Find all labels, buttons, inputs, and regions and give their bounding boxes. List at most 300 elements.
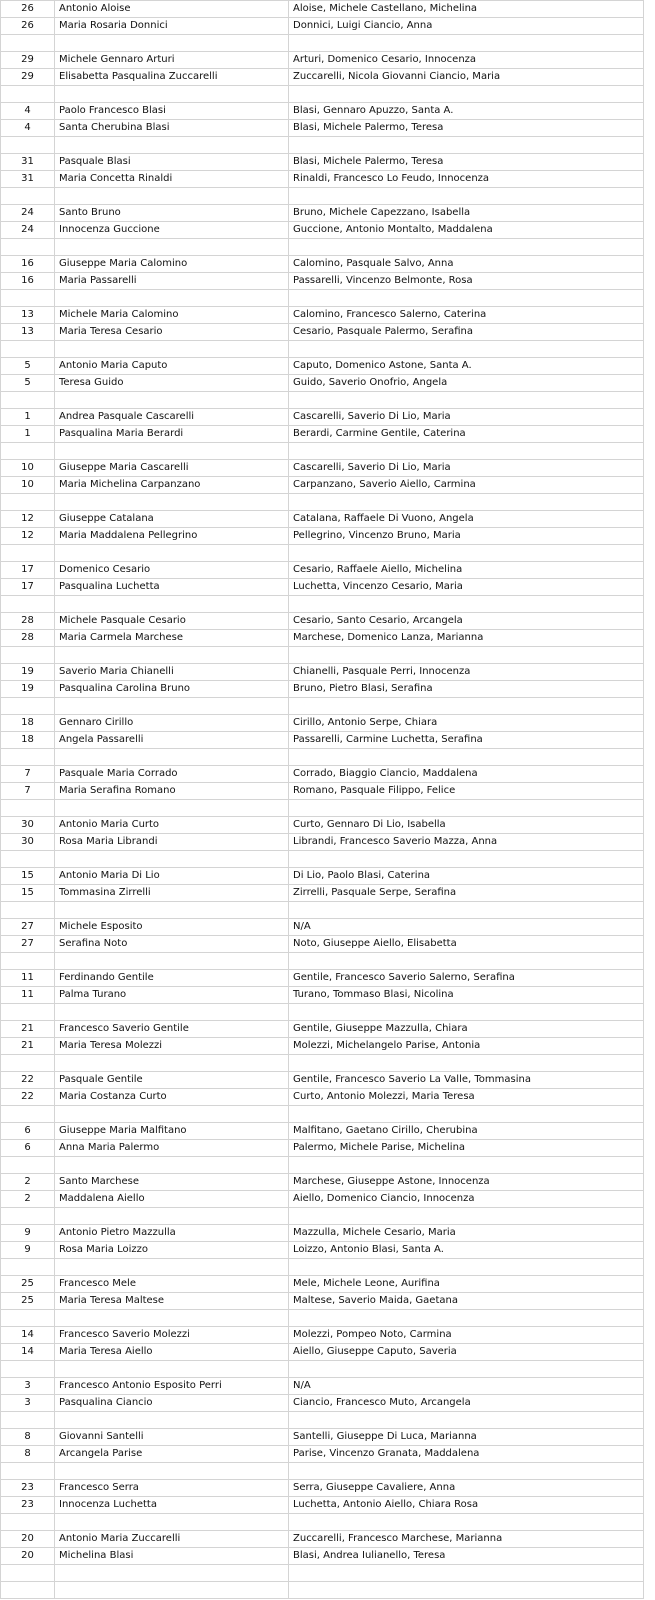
cell-record-number[interactable]: 11 — [1, 970, 55, 987]
cell-record-number[interactable] — [1, 953, 55, 970]
spacer-row[interactable] — [1, 392, 644, 409]
table-row[interactable] — [1, 885, 644, 902]
cell-parents[interactable] — [289, 1004, 644, 1021]
cell-record-number[interactable]: 6 — [1, 1123, 55, 1140]
table-row[interactable] — [1, 409, 644, 426]
cell-record-number[interactable]: 24 — [1, 222, 55, 239]
table-row[interactable] — [1, 103, 644, 120]
table-row[interactable] — [1, 273, 644, 290]
cell-record-number[interactable]: 28 — [1, 630, 55, 647]
cell-record-number[interactable]: 23 — [1, 1480, 55, 1497]
cell-parents[interactable] — [289, 188, 644, 205]
spacer-row[interactable] — [1, 1004, 644, 1021]
cell-parents[interactable] — [289, 545, 644, 562]
cell-full-name[interactable] — [55, 341, 289, 358]
cell-parents[interactable] — [289, 749, 644, 766]
cell-record-number[interactable]: 5 — [1, 375, 55, 392]
spacer-row[interactable] — [1, 596, 644, 613]
cell-record-number[interactable]: 9 — [1, 1225, 55, 1242]
cell-full-name[interactable]: Maria Maddalena Pellegrino — [55, 528, 289, 545]
table-row[interactable] — [1, 358, 644, 375]
cell-parents[interactable]: N/A — [289, 1378, 644, 1395]
table-row[interactable] — [1, 1038, 644, 1055]
cell-full-name[interactable]: Pasqualina Luchetta — [55, 579, 289, 596]
cell-parents[interactable]: Guido, Saverio Onofrio, Angela — [289, 375, 644, 392]
cell-parents[interactable] — [289, 953, 644, 970]
cell-parents[interactable] — [289, 290, 644, 307]
cell-parents[interactable]: Luchetta, Vincenzo Cesario, Maria — [289, 579, 644, 596]
spacer-row[interactable] — [1, 137, 644, 154]
cell-record-number[interactable]: 7 — [1, 766, 55, 783]
cell-parents[interactable]: Mele, Michele Leone, Aurifina — [289, 1276, 644, 1293]
cell-parents[interactable]: Bruno, Michele Capezzano, Isabella — [289, 205, 644, 222]
cell-parents[interactable]: Cascarelli, Saverio Di Lio, Maria — [289, 460, 644, 477]
spacer-row[interactable] — [1, 290, 644, 307]
table-row[interactable] — [1, 256, 644, 273]
cell-full-name[interactable] — [55, 1055, 289, 1072]
cell-record-number[interactable]: 13 — [1, 324, 55, 341]
cell-full-name[interactable]: Andrea Pasquale Cascarelli — [55, 409, 289, 426]
cell-full-name[interactable] — [55, 1412, 289, 1429]
cell-full-name[interactable] — [55, 1361, 289, 1378]
table-row[interactable] — [1, 1531, 644, 1548]
table-row[interactable] — [1, 307, 644, 324]
cell-full-name[interactable] — [55, 902, 289, 919]
cell-parents[interactable]: Ciancio, Francesco Muto, Arcangela — [289, 1395, 644, 1412]
cell-record-number[interactable]: 1 — [1, 426, 55, 443]
cell-parents[interactable]: Turano, Tommaso Blasi, Nicolina — [289, 987, 644, 1004]
cell-full-name[interactable] — [55, 1463, 289, 1480]
cell-parents[interactable] — [289, 902, 644, 919]
cell-record-number[interactable]: 26 — [1, 1, 55, 18]
spacer-row[interactable] — [1, 341, 644, 358]
cell-parents[interactable]: Molezzi, Pompeo Noto, Carmina — [289, 1327, 644, 1344]
cell-record-number[interactable]: 20 — [1, 1548, 55, 1565]
cell-parents[interactable]: Molezzi, Michelangelo Parise, Antonia — [289, 1038, 644, 1055]
table-row[interactable] — [1, 222, 644, 239]
cell-record-number[interactable] — [1, 1310, 55, 1327]
cell-record-number[interactable]: 4 — [1, 120, 55, 137]
table-row[interactable] — [1, 477, 644, 494]
cell-full-name[interactable] — [55, 1208, 289, 1225]
cell-full-name[interactable] — [55, 443, 289, 460]
table-row[interactable] — [1, 511, 644, 528]
cell-full-name[interactable] — [55, 800, 289, 817]
cell-parents[interactable]: Passarelli, Carmine Luchetta, Serafina — [289, 732, 644, 749]
cell-full-name[interactable] — [55, 1565, 289, 1582]
table-row[interactable] — [1, 919, 644, 936]
cell-full-name[interactable]: Maria Rosaria Donnici — [55, 18, 289, 35]
cell-record-number[interactable]: 12 — [1, 511, 55, 528]
cell-full-name[interactable] — [55, 239, 289, 256]
cell-record-number[interactable] — [1, 137, 55, 154]
cell-full-name[interactable]: Anna Maria Palermo — [55, 1140, 289, 1157]
cell-record-number[interactable]: 21 — [1, 1038, 55, 1055]
cell-parents[interactable]: Pellegrino, Vincenzo Bruno, Maria — [289, 528, 644, 545]
table-row[interactable] — [1, 1429, 644, 1446]
cell-full-name[interactable]: Michele Pasquale Cesario — [55, 613, 289, 630]
table-row[interactable] — [1, 205, 644, 222]
cell-full-name[interactable]: Maria Teresa Maltese — [55, 1293, 289, 1310]
cell-full-name[interactable]: Rosa Maria Loizzo — [55, 1242, 289, 1259]
cell-full-name[interactable]: Arcangela Parise — [55, 1446, 289, 1463]
cell-record-number[interactable]: 8 — [1, 1429, 55, 1446]
cell-parents[interactable]: Aloise, Michele Castellano, Michelina — [289, 1, 644, 18]
cell-full-name[interactable]: Saverio Maria Chianelli — [55, 664, 289, 681]
cell-parents[interactable]: Carpanzano, Saverio Aiello, Carmina — [289, 477, 644, 494]
spacer-row[interactable] — [1, 749, 644, 766]
cell-parents[interactable] — [289, 851, 644, 868]
cell-record-number[interactable] — [1, 698, 55, 715]
cell-parents[interactable]: Palermo, Michele Parise, Michelina — [289, 1140, 644, 1157]
table-row[interactable] — [1, 766, 644, 783]
spacer-row[interactable] — [1, 1565, 644, 1582]
cell-full-name[interactable]: Francesco Antonio Esposito Perri — [55, 1378, 289, 1395]
table-row[interactable] — [1, 1548, 644, 1565]
cell-full-name[interactable]: Maddalena Aiello — [55, 1191, 289, 1208]
cell-parents[interactable]: Corrado, Biaggio Ciancio, Maddalena — [289, 766, 644, 783]
cell-full-name[interactable]: Maria Costanza Curto — [55, 1089, 289, 1106]
table-row[interactable] — [1, 375, 644, 392]
spacer-row[interactable] — [1, 1310, 644, 1327]
cell-record-number[interactable] — [1, 1157, 55, 1174]
cell-parents[interactable]: Gentile, Giuseppe Mazzulla, Chiara — [289, 1021, 644, 1038]
table-row[interactable] — [1, 783, 644, 800]
cell-record-number[interactable] — [1, 545, 55, 562]
cell-parents[interactable]: Serra, Giuseppe Cavaliere, Anna — [289, 1480, 644, 1497]
cell-record-number[interactable]: 4 — [1, 103, 55, 120]
cell-full-name[interactable]: Michele Maria Calomino — [55, 307, 289, 324]
cell-record-number[interactable]: 8 — [1, 1446, 55, 1463]
cell-record-number[interactable]: 22 — [1, 1072, 55, 1089]
cell-full-name[interactable] — [55, 494, 289, 511]
cell-record-number[interactable]: 19 — [1, 664, 55, 681]
cell-parents[interactable] — [289, 1208, 644, 1225]
table-row[interactable] — [1, 52, 644, 69]
cell-full-name[interactable]: Antonio Maria Zuccarelli — [55, 1531, 289, 1548]
cell-full-name[interactable]: Pasqualina Ciancio — [55, 1395, 289, 1412]
table-row[interactable] — [1, 69, 644, 86]
cell-parents[interactable]: Zirrelli, Pasquale Serpe, Serafina — [289, 885, 644, 902]
cell-parents[interactable]: N/A — [289, 919, 644, 936]
spacer-row[interactable] — [1, 1412, 644, 1429]
cell-parents[interactable]: Catalana, Raffaele Di Vuono, Angela — [289, 511, 644, 528]
cell-parents[interactable] — [289, 392, 644, 409]
cell-full-name[interactable] — [55, 137, 289, 154]
spacer-row[interactable] — [1, 851, 644, 868]
cell-record-number[interactable] — [1, 1208, 55, 1225]
spacer-row[interactable] — [1, 1208, 644, 1225]
cell-parents[interactable]: Rinaldi, Francesco Lo Feudo, Innocenza — [289, 171, 644, 188]
cell-record-number[interactable]: 11 — [1, 987, 55, 1004]
cell-parents[interactable]: Maltese, Saverio Maida, Gaetana — [289, 1293, 644, 1310]
cell-full-name[interactable]: Giuseppe Maria Malfitano — [55, 1123, 289, 1140]
table-row[interactable] — [1, 562, 644, 579]
spacer-row[interactable] — [1, 1055, 644, 1072]
cell-parents[interactable]: Gentile, Francesco Saverio Salerno, Serafina — [289, 970, 644, 987]
cell-record-number[interactable] — [1, 392, 55, 409]
table-row[interactable] — [1, 1225, 644, 1242]
cell-record-number[interactable]: 15 — [1, 868, 55, 885]
cell-parents[interactable]: Blasi, Michele Palermo, Teresa — [289, 154, 644, 171]
cell-full-name[interactable] — [55, 1106, 289, 1123]
cell-parents[interactable]: Aiello, Domenico Ciancio, Innocenza — [289, 1191, 644, 1208]
spacer-row[interactable] — [1, 698, 644, 715]
cell-full-name[interactable]: Maria Serafina Romano — [55, 783, 289, 800]
cell-record-number[interactable]: 30 — [1, 817, 55, 834]
cell-parents[interactable]: Passarelli, Vincenzo Belmonte, Rosa — [289, 273, 644, 290]
table-row[interactable] — [1, 970, 644, 987]
cell-record-number[interactable]: 26 — [1, 18, 55, 35]
cell-full-name[interactable]: Pasquale Maria Corrado — [55, 766, 289, 783]
cell-record-number[interactable]: 25 — [1, 1276, 55, 1293]
cell-parents[interactable]: Donnici, Luigi Ciancio, Anna — [289, 18, 644, 35]
table-row[interactable] — [1, 1, 644, 18]
cell-record-number[interactable]: 17 — [1, 579, 55, 596]
cell-record-number[interactable]: 25 — [1, 1293, 55, 1310]
cell-full-name[interactable]: Maria Teresa Cesario — [55, 324, 289, 341]
spacer-row[interactable] — [1, 1259, 644, 1276]
table-row[interactable] — [1, 1293, 644, 1310]
cell-full-name[interactable]: Maria Passarelli — [55, 273, 289, 290]
cell-parents[interactable] — [289, 1106, 644, 1123]
cell-record-number[interactable]: 7 — [1, 783, 55, 800]
cell-full-name[interactable]: Pasqualina Carolina Bruno — [55, 681, 289, 698]
cell-full-name[interactable] — [55, 1310, 289, 1327]
table-row[interactable] — [1, 1174, 644, 1191]
spacer-row[interactable] — [1, 443, 644, 460]
cell-full-name[interactable]: Giuseppe Maria Calomino — [55, 256, 289, 273]
cell-parents[interactable] — [289, 647, 644, 664]
cell-full-name[interactable] — [55, 188, 289, 205]
cell-full-name[interactable] — [55, 1004, 289, 1021]
cell-parents[interactable] — [289, 1565, 644, 1582]
cell-parents[interactable] — [289, 35, 644, 52]
spacer-row[interactable] — [1, 188, 644, 205]
cell-full-name[interactable] — [55, 647, 289, 664]
cell-full-name[interactable]: Innocenza Luchetta — [55, 1497, 289, 1514]
cell-record-number[interactable] — [1, 1055, 55, 1072]
table-row[interactable] — [1, 1191, 644, 1208]
cell-record-number[interactable]: 31 — [1, 154, 55, 171]
cell-full-name[interactable]: Serafina Noto — [55, 936, 289, 953]
cell-full-name[interactable]: Gennaro Cirillo — [55, 715, 289, 732]
cell-full-name[interactable]: Pasquale Gentile — [55, 1072, 289, 1089]
cell-parents[interactable]: Cascarelli, Saverio Di Lio, Maria — [289, 409, 644, 426]
cell-full-name[interactable]: Santo Bruno — [55, 205, 289, 222]
table-row[interactable] — [1, 120, 644, 137]
cell-record-number[interactable] — [1, 1582, 55, 1599]
cell-record-number[interactable]: 12 — [1, 528, 55, 545]
cell-record-number[interactable]: 14 — [1, 1344, 55, 1361]
cell-record-number[interactable] — [1, 290, 55, 307]
cell-full-name[interactable]: Domenico Cesario — [55, 562, 289, 579]
cell-record-number[interactable] — [1, 494, 55, 511]
cell-full-name[interactable]: Francesco Saverio Molezzi — [55, 1327, 289, 1344]
cell-parents[interactable]: Cirillo, Antonio Serpe, Chiara — [289, 715, 644, 732]
spacer-row[interactable] — [1, 1514, 644, 1531]
cell-full-name[interactable] — [55, 545, 289, 562]
table-row[interactable] — [1, 868, 644, 885]
cell-record-number[interactable]: 20 — [1, 1531, 55, 1548]
cell-full-name[interactable]: Maria Teresa Aiello — [55, 1344, 289, 1361]
table-row[interactable] — [1, 426, 644, 443]
cell-full-name[interactable] — [55, 749, 289, 766]
cell-record-number[interactable] — [1, 1106, 55, 1123]
cell-full-name[interactable] — [55, 1582, 289, 1599]
cell-parents[interactable]: Parise, Vincenzo Granata, Maddalena — [289, 1446, 644, 1463]
cell-record-number[interactable] — [1, 1004, 55, 1021]
cell-parents[interactable] — [289, 800, 644, 817]
cell-record-number[interactable] — [1, 902, 55, 919]
cell-parents[interactable] — [289, 341, 644, 358]
spacer-row[interactable] — [1, 647, 644, 664]
cell-parents[interactable]: Cesario, Santo Cesario, Arcangela — [289, 613, 644, 630]
table-row[interactable] — [1, 987, 644, 1004]
cell-parents[interactable]: Gentile, Francesco Saverio La Valle, Tommasina — [289, 1072, 644, 1089]
cell-full-name[interactable]: Teresa Guido — [55, 375, 289, 392]
cell-full-name[interactable] — [55, 86, 289, 103]
cell-full-name[interactable]: Francesco Saverio Gentile — [55, 1021, 289, 1038]
table-row[interactable] — [1, 1344, 644, 1361]
cell-parents[interactable]: Mazzulla, Michele Cesario, Maria — [289, 1225, 644, 1242]
cell-record-number[interactable]: 28 — [1, 613, 55, 630]
cell-parents[interactable]: Blasi, Andrea Iulianello, Teresa — [289, 1548, 644, 1565]
cell-record-number[interactable]: 27 — [1, 919, 55, 936]
table-row[interactable] — [1, 630, 644, 647]
cell-record-number[interactable] — [1, 851, 55, 868]
cell-parents[interactable] — [289, 1412, 644, 1429]
cell-full-name[interactable]: Paolo Francesco Blasi — [55, 103, 289, 120]
cell-record-number[interactable] — [1, 1259, 55, 1276]
cell-record-number[interactable] — [1, 800, 55, 817]
cell-record-number[interactable]: 3 — [1, 1378, 55, 1395]
cell-parents[interactable]: Chianelli, Pasquale Perri, Innocenza — [289, 664, 644, 681]
spacer-row[interactable] — [1, 902, 644, 919]
table-row[interactable] — [1, 171, 644, 188]
cell-record-number[interactable] — [1, 1463, 55, 1480]
table-row[interactable] — [1, 18, 644, 35]
cell-parents[interactable]: Berardi, Carmine Gentile, Caterina — [289, 426, 644, 443]
cell-parents[interactable]: Di Lio, Paolo Blasi, Caterina — [289, 868, 644, 885]
cell-record-number[interactable]: 18 — [1, 732, 55, 749]
cell-full-name[interactable]: Michele Gennaro Arturi — [55, 52, 289, 69]
cell-record-number[interactable]: 3 — [1, 1395, 55, 1412]
cell-record-number[interactable]: 1 — [1, 409, 55, 426]
cell-parents[interactable]: Librandi, Francesco Saverio Mazza, Anna — [289, 834, 644, 851]
cell-full-name[interactable]: Francesco Mele — [55, 1276, 289, 1293]
spacer-row[interactable] — [1, 35, 644, 52]
table-row[interactable] — [1, 1446, 644, 1463]
table-row[interactable] — [1, 1327, 644, 1344]
cell-record-number[interactable]: 31 — [1, 171, 55, 188]
cell-full-name[interactable]: Rosa Maria Librandi — [55, 834, 289, 851]
cell-parents[interactable]: Caputo, Domenico Astone, Santa A. — [289, 358, 644, 375]
spacer-row[interactable] — [1, 1582, 644, 1599]
cell-record-number[interactable]: 27 — [1, 936, 55, 953]
cell-record-number[interactable]: 2 — [1, 1174, 55, 1191]
spacer-row[interactable] — [1, 953, 644, 970]
cell-record-number[interactable]: 22 — [1, 1089, 55, 1106]
cell-full-name[interactable] — [55, 392, 289, 409]
cell-full-name[interactable]: Giovanni Santelli — [55, 1429, 289, 1446]
cell-parents[interactable]: Marchese, Domenico Lanza, Marianna — [289, 630, 644, 647]
table-row[interactable] — [1, 579, 644, 596]
cell-parents[interactable]: Santelli, Giuseppe Di Luca, Marianna — [289, 1429, 644, 1446]
cell-full-name[interactable]: Maria Teresa Molezzi — [55, 1038, 289, 1055]
table-row[interactable] — [1, 715, 644, 732]
cell-full-name[interactable] — [55, 290, 289, 307]
cell-record-number[interactable]: 30 — [1, 834, 55, 851]
cell-parents[interactable]: Cesario, Pasquale Palermo, Serafina — [289, 324, 644, 341]
cell-parents[interactable]: Malfitano, Gaetano Cirillo, Cherubina — [289, 1123, 644, 1140]
cell-parents[interactable] — [289, 1055, 644, 1072]
cell-record-number[interactable]: 10 — [1, 460, 55, 477]
cell-parents[interactable] — [289, 698, 644, 715]
cell-record-number[interactable]: 29 — [1, 52, 55, 69]
cell-record-number[interactable]: 17 — [1, 562, 55, 579]
cell-record-number[interactable]: 23 — [1, 1497, 55, 1514]
spacer-row[interactable] — [1, 494, 644, 511]
table-row[interactable] — [1, 324, 644, 341]
cell-full-name[interactable]: Santo Marchese — [55, 1174, 289, 1191]
table-row[interactable] — [1, 834, 644, 851]
cell-record-number[interactable] — [1, 341, 55, 358]
spacer-row[interactable] — [1, 1463, 644, 1480]
cell-record-number[interactable]: 15 — [1, 885, 55, 902]
cell-parents[interactable]: Cesario, Raffaele Aiello, Michelina — [289, 562, 644, 579]
cell-parents[interactable] — [289, 1259, 644, 1276]
cell-parents[interactable]: Luchetta, Antonio Aiello, Chiara Rosa — [289, 1497, 644, 1514]
table-row[interactable] — [1, 1123, 644, 1140]
cell-full-name[interactable]: Pasquale Blasi — [55, 154, 289, 171]
cell-full-name[interactable]: Antonio Pietro Mazzulla — [55, 1225, 289, 1242]
cell-parents[interactable]: Calomino, Francesco Salerno, Caterina — [289, 307, 644, 324]
cell-record-number[interactable]: 18 — [1, 715, 55, 732]
cell-record-number[interactable]: 19 — [1, 681, 55, 698]
cell-full-name[interactable] — [55, 1514, 289, 1531]
cell-parents[interactable] — [289, 239, 644, 256]
cell-full-name[interactable]: Pasqualina Maria Berardi — [55, 426, 289, 443]
cell-parents[interactable]: Guccione, Antonio Montalto, Maddalena — [289, 222, 644, 239]
table-row[interactable] — [1, 664, 644, 681]
cell-parents[interactable]: Calomino, Pasquale Salvo, Anna — [289, 256, 644, 273]
cell-parents[interactable]: Blasi, Gennaro Apuzzo, Santa A. — [289, 103, 644, 120]
table-row[interactable] — [1, 817, 644, 834]
table-row[interactable] — [1, 1242, 644, 1259]
cell-full-name[interactable]: Antonio Maria Caputo — [55, 358, 289, 375]
cell-full-name[interactable]: Elisabetta Pasqualina Zuccarelli — [55, 69, 289, 86]
cell-parents[interactable] — [289, 137, 644, 154]
cell-record-number[interactable] — [1, 1514, 55, 1531]
table-row[interactable] — [1, 460, 644, 477]
cell-parents[interactable]: Noto, Giuseppe Aiello, Elisabetta — [289, 936, 644, 953]
cell-full-name[interactable]: Santa Cherubina Blasi — [55, 120, 289, 137]
spacer-row[interactable] — [1, 239, 644, 256]
cell-parents[interactable]: Curto, Antonio Molezzi, Maria Teresa — [289, 1089, 644, 1106]
cell-parents[interactable]: Zuccarelli, Nicola Giovanni Ciancio, Maria — [289, 69, 644, 86]
table-row[interactable] — [1, 936, 644, 953]
cell-full-name[interactable]: Giuseppe Catalana — [55, 511, 289, 528]
cell-full-name[interactable]: Angela Passarelli — [55, 732, 289, 749]
cell-parents[interactable]: Blasi, Michele Palermo, Teresa — [289, 120, 644, 137]
cell-full-name[interactable] — [55, 953, 289, 970]
cell-record-number[interactable]: 13 — [1, 307, 55, 324]
table-row[interactable] — [1, 1089, 644, 1106]
cell-parents[interactable]: Zuccarelli, Francesco Marchese, Marianna — [289, 1531, 644, 1548]
cell-record-number[interactable]: 21 — [1, 1021, 55, 1038]
spacer-row[interactable] — [1, 1157, 644, 1174]
